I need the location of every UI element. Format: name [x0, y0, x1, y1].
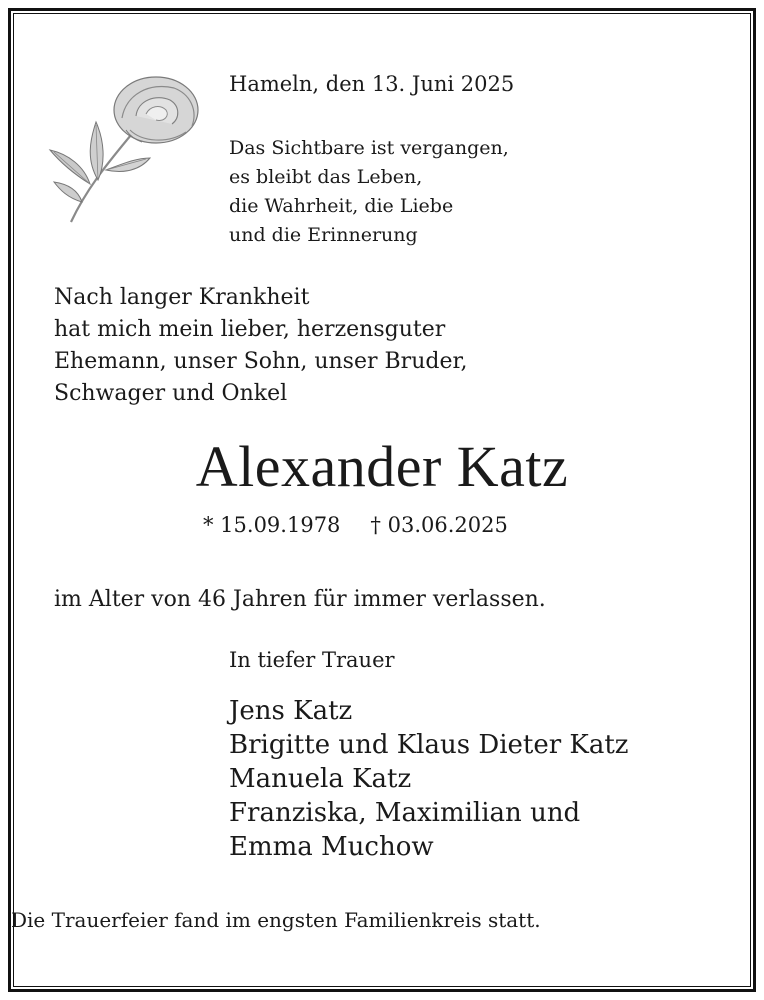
rose-icon	[46, 70, 206, 230]
mourners-list	[229, 694, 629, 864]
intro-line: Nach langer Krankheit	[54, 285, 310, 310]
mourning-phrase: In tiefer Trauer	[229, 648, 395, 672]
mourner-line: Franziska, Maximilian und	[229, 798, 581, 828]
age-line: im Alter von 46 Jahren für immer verlassen.	[54, 587, 546, 612]
poem-line: es bleibt das Leben,	[229, 166, 423, 188]
mourner-line: Emma Muchow	[229, 832, 434, 862]
deceased-name: Alexander Katz	[195, 434, 569, 499]
poem	[229, 134, 509, 250]
intro-text	[54, 282, 468, 410]
poem-line: und die Erinnerung	[229, 224, 418, 246]
place-date: Hameln, den 13. Juni 2025	[229, 72, 515, 96]
intro-line: Ehemann, unser Sohn, unser Bruder,	[54, 349, 468, 374]
death-date: † 03.06.2025	[370, 513, 508, 537]
poem-line: die Wahrheit, die Liebe	[229, 195, 454, 217]
poem-line: Das Sichtbare ist vergangen,	[229, 137, 509, 159]
mourner-line: Manuela Katz	[229, 764, 412, 794]
birth-date: * 15.09.1978	[203, 513, 341, 537]
intro-line: Schwager und Onkel	[54, 381, 288, 406]
mourner-line: Brigitte und Klaus Dieter Katz	[229, 730, 629, 760]
footer-note: Die Trauerfeier fand im engsten Familienkreis statt.	[11, 908, 541, 932]
mourner-line: Jens Katz	[229, 696, 353, 726]
life-dates	[203, 513, 508, 537]
intro-line: hat mich mein lieber, herzensguter	[54, 317, 446, 342]
